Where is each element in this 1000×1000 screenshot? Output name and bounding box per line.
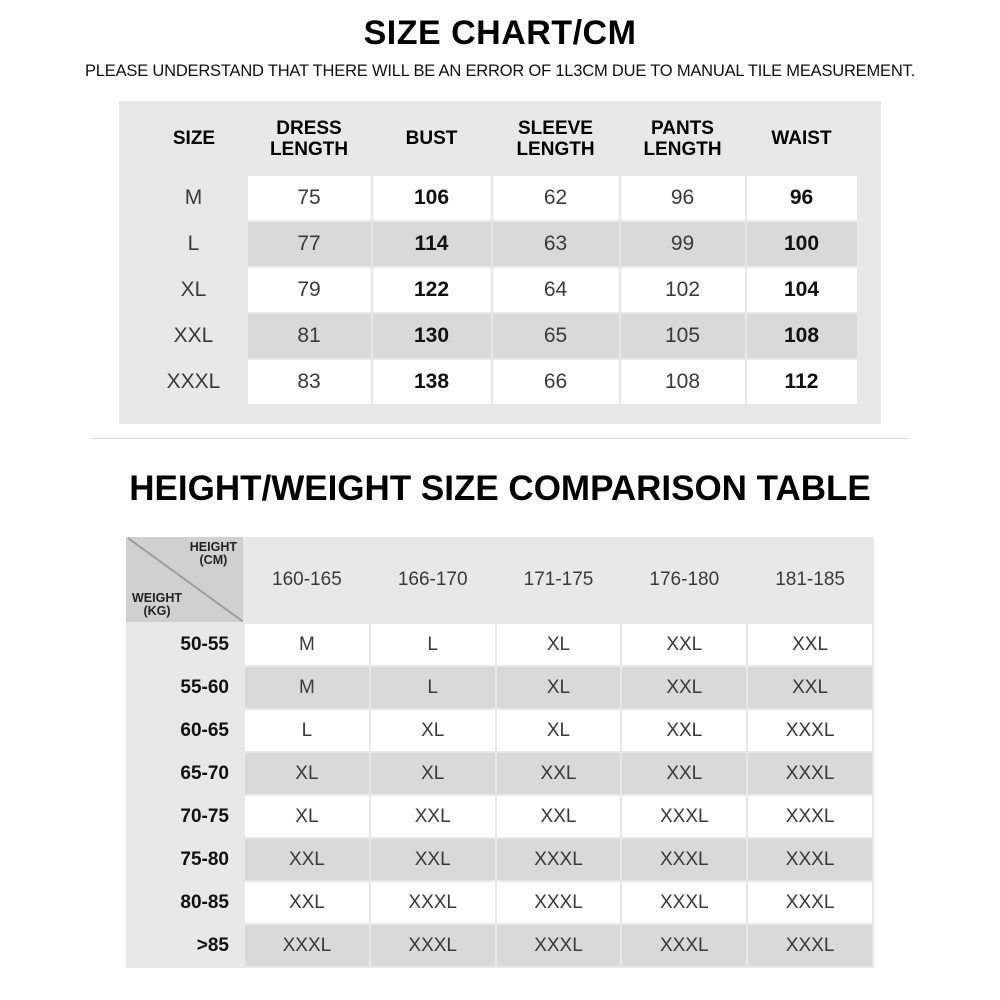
table-row	[142, 313, 858, 359]
cell-waist: 100	[746, 221, 858, 267]
size-chart-table	[142, 113, 859, 406]
cell-size: M	[244, 666, 370, 709]
cell-size: XXXL	[747, 752, 873, 795]
cell-size: XXL	[747, 666, 873, 709]
cell-weight-range: >85	[126, 924, 244, 967]
table-row	[126, 795, 873, 838]
cell-bust: 114	[372, 221, 492, 267]
table-row	[126, 924, 873, 967]
size-chart-table-container	[119, 101, 881, 424]
cell-size: XXXL	[747, 838, 873, 881]
comparison-table-container	[126, 537, 874, 968]
cell-size: XXXL	[621, 924, 747, 967]
cell-sleeve-length: 64	[492, 267, 620, 313]
cell-weight-range: 50-55	[126, 623, 244, 666]
col-header-height-160-165: 160-165	[244, 537, 370, 623]
table-row	[142, 221, 858, 267]
cell-dress-length: 81	[247, 313, 372, 359]
cell-pants-length: 102	[620, 267, 746, 313]
cell-size: XXXL	[621, 838, 747, 881]
cell-sleeve-length: 66	[492, 359, 620, 405]
cell-pants-length: 108	[620, 359, 746, 405]
cell-size: XXXL	[747, 795, 873, 838]
cell-waist: 112	[746, 359, 858, 405]
table-header-row	[126, 537, 873, 623]
height-weight-comparison-table	[126, 537, 874, 968]
cell-size: XXXL	[621, 795, 747, 838]
col-header-height-171-175: 171-175	[496, 537, 622, 623]
cell-size: XXL	[621, 666, 747, 709]
table-row	[126, 881, 873, 924]
section-divider	[91, 438, 909, 439]
table-header-row	[142, 113, 858, 175]
cell-size: M	[142, 175, 247, 221]
cell-size: L	[142, 221, 247, 267]
table-row	[126, 666, 873, 709]
comparison-table-body	[126, 623, 873, 967]
col-header-pants-length: PANTS LENGTH	[620, 113, 746, 175]
cell-dress-length: 79	[247, 267, 372, 313]
cell-size: XXXL	[370, 924, 496, 967]
col-header-dress-length: DRESS LENGTH	[247, 113, 372, 175]
cell-size: XXXL	[370, 881, 496, 924]
cell-pants-length: 105	[620, 313, 746, 359]
cell-size: XL	[496, 666, 622, 709]
col-header-sleeve-length: SLEEVE LENGTH	[492, 113, 620, 175]
cell-size: XL	[142, 267, 247, 313]
cell-sleeve-length: 62	[492, 175, 620, 221]
cell-size: XXXL	[142, 359, 247, 405]
cell-sleeve-length: 65	[492, 313, 620, 359]
cell-size: XXXL	[747, 881, 873, 924]
cell-size: XL	[244, 795, 370, 838]
col-header-height-181-185: 181-185	[747, 537, 873, 623]
table-row	[126, 709, 873, 752]
col-header-bust: BUST	[372, 113, 492, 175]
cell-bust: 138	[372, 359, 492, 405]
cell-size: XXL	[621, 623, 747, 666]
cell-size: XXXL	[244, 924, 370, 967]
col-header-size: SIZE	[142, 113, 247, 175]
cell-size: XXL	[496, 795, 622, 838]
cell-size: XXXL	[496, 838, 622, 881]
size-chart-header	[142, 113, 858, 175]
cell-size: XL	[244, 752, 370, 795]
cell-dress-length: 77	[247, 221, 372, 267]
table-row	[126, 838, 873, 881]
cell-weight-range: 65-70	[126, 752, 244, 795]
table-row	[126, 623, 873, 666]
cell-waist: 108	[746, 313, 858, 359]
cell-size: XL	[496, 709, 622, 752]
cell-pants-length: 99	[620, 221, 746, 267]
measurement-disclaimer: PLEASE UNDERSTAND THAT THERE WILL BE AN ERROR OF 1L3CM DUE TO MANUAL TILE MEASUREMENT.	[85, 62, 915, 80]
cell-weight-range: 80-85	[126, 881, 244, 924]
cell-waist: 104	[746, 267, 858, 313]
page-title: SIZE CHART/CM	[363, 14, 637, 52]
cell-size: L	[370, 666, 496, 709]
cell-size: XXL	[370, 838, 496, 881]
cell-weight-range: 60-65	[126, 709, 244, 752]
cell-waist: 96	[746, 175, 858, 221]
corner-header-cell	[126, 537, 244, 623]
cell-size: L	[370, 623, 496, 666]
size-chart-body	[142, 175, 858, 405]
table-row	[142, 175, 858, 221]
col-header-height-166-170: 166-170	[370, 537, 496, 623]
cell-bust: 130	[372, 313, 492, 359]
cell-size: XXL	[244, 838, 370, 881]
cell-size: XXL	[621, 752, 747, 795]
table-row	[126, 752, 873, 795]
cell-size: XXL	[747, 623, 873, 666]
col-header-height-176-180: 176-180	[621, 537, 747, 623]
cell-size: XXXL	[496, 924, 622, 967]
cell-dress-length: 83	[247, 359, 372, 405]
cell-size: XL	[370, 752, 496, 795]
cell-weight-range: 75-80	[126, 838, 244, 881]
table-row	[142, 359, 858, 405]
table-row	[142, 267, 858, 313]
cell-bust: 122	[372, 267, 492, 313]
cell-size: XL	[496, 623, 622, 666]
cell-size: XXXL	[621, 881, 747, 924]
comparison-table-title: HEIGHT/WEIGHT SIZE COMPARISON TABLE	[129, 469, 871, 509]
col-header-waist: WAIST	[746, 113, 858, 175]
comparison-table-header	[126, 537, 873, 623]
cell-size: XXL	[621, 709, 747, 752]
cell-weight-range: 55-60	[126, 666, 244, 709]
cell-pants-length: 96	[620, 175, 746, 221]
cell-size: XXL	[370, 795, 496, 838]
corner-weight-label: WEIGHT (KG)	[132, 590, 182, 618]
cell-weight-range: 70-75	[126, 795, 244, 838]
cell-size: XXXL	[496, 881, 622, 924]
cell-size: M	[244, 623, 370, 666]
cell-size: XXXL	[747, 924, 873, 967]
cell-size: XXL	[244, 881, 370, 924]
cell-sleeve-length: 63	[492, 221, 620, 267]
cell-bust: 106	[372, 175, 492, 221]
cell-dress-length: 75	[247, 175, 372, 221]
cell-size: XXL	[496, 752, 622, 795]
cell-size: XXXL	[747, 709, 873, 752]
corner-height-label: HEIGHT (CM)	[189, 540, 237, 568]
cell-size: XXL	[142, 313, 247, 359]
cell-size: XL	[370, 709, 496, 752]
cell-size: L	[244, 709, 370, 752]
